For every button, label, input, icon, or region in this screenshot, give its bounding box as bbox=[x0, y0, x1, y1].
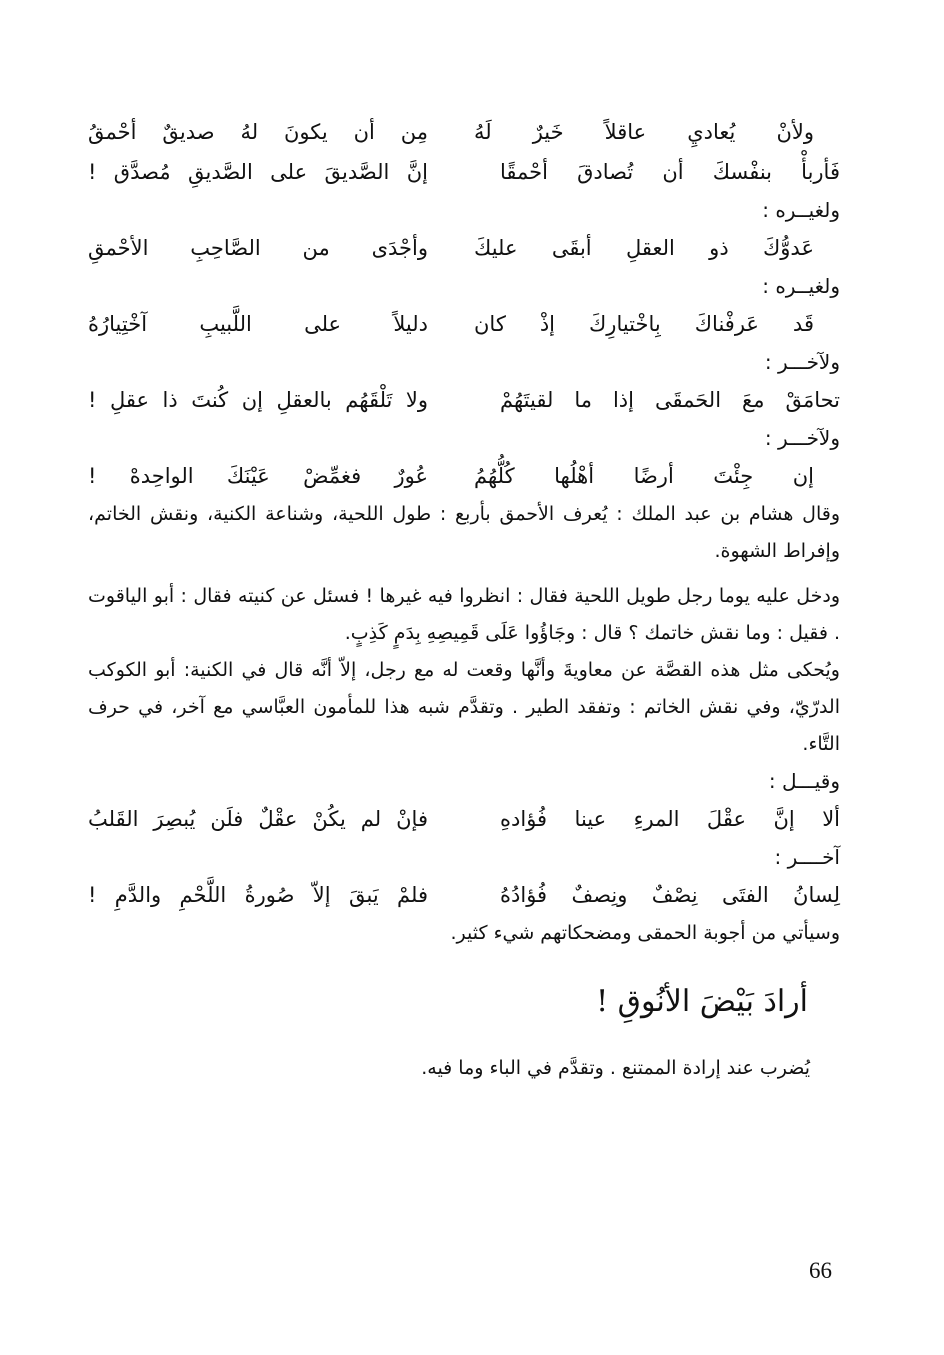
first-hemistich: ألا إنَّ عقْلَ المرءِ عينا فُؤادهِ bbox=[500, 807, 840, 831]
attribution-label: ولآخـــر : bbox=[764, 426, 840, 450]
prose-paragraph: ويُحكى مثل هذه القصَّة عن معاويةَ وأنَّها وقعت له مع رجل، إلاّ أنَّه قال في الكنية: أبو الكوكب الدرّيّ، وفي نقش الخاتم : وتفقد الطير . وتقدَّم شبه هذا للمأمون العبَّاسي مع آخر، في حرف التَّاء. bbox=[88, 659, 840, 755]
verse-line bbox=[88, 875, 840, 915]
first-hemistich: لِسانُ الفتَى نِصْفٌ ونِصفٌ فُؤادُهُ bbox=[500, 883, 840, 907]
verse-line bbox=[88, 799, 840, 839]
prose-paragraph: وقال هشام بن عبد الملك : يُعرف الأحمق بأربع : طول اللحية، وشناعة الكنية، ونقش الخاتم، وإفراط الشهوة. bbox=[88, 503, 840, 562]
second-hemistich: إنَّ الصَّديقَ على الصَّديقِ مُصدَّق ! bbox=[88, 160, 428, 184]
page-content bbox=[88, 112, 840, 1088]
attribution-label: آخــــر : bbox=[774, 845, 840, 869]
verse-line bbox=[88, 456, 840, 496]
attribution-label: وقيـــل : bbox=[768, 769, 840, 793]
first-hemistich: قَد عَرفْناكَ بِاخْتيارِكَ إذْ كان bbox=[474, 312, 814, 336]
proverb-explanation: يُضرب عند إرادة الممتنع . وتقدَّم في الباء وما فيه. bbox=[421, 1057, 810, 1079]
attribution-label: ولغيــره : bbox=[762, 274, 840, 298]
prose-paragraph: وسيأتي من أجوبة الحمقى ومضحكاتهم شيء كثير. bbox=[450, 922, 840, 944]
verse-line bbox=[88, 228, 840, 268]
first-hemistich: عَدوُّكَ ذو العقلِ أبقَى عليكَ bbox=[474, 236, 814, 260]
verse-line bbox=[88, 112, 840, 152]
verse-line bbox=[88, 152, 840, 192]
second-hemistich: فإنْ لم يكُنْ عقْلٌ فلَن يُبصِرَ القَلبُ bbox=[88, 807, 428, 831]
second-hemistich: عُورٌ فغمِّضْ عَيْنَكَ الواحِدهْ ! bbox=[88, 464, 428, 488]
attribution-label: ولغيــره : bbox=[762, 198, 840, 222]
attribution-label: ولآخـــر : bbox=[764, 350, 840, 374]
proverb-heading: أرادَ بَيْضَ الأنُوقِ ! bbox=[596, 984, 808, 1019]
second-hemistich: مِن أن يكونَ لهُ صديقٌ أحْمقُ bbox=[88, 120, 428, 144]
first-hemistich: فَأربأْ بنفْسكَ أن تُصادقَ أحْمقًا bbox=[500, 160, 840, 184]
page-number: 66 bbox=[809, 1258, 832, 1283]
prose-paragraph: ودخل عليه يوما رجل طويل اللحية فقال : انظروا فيه غيرها ! فسئل عن كنيته فقال : أبو الياقوت . فقيل : وما نقش خاتمك ؟ قال : وجَاؤُوا عَلَى قَمِيصِهِ بِدَمٍ كَذِبٍ. bbox=[88, 585, 840, 644]
first-hemistich: ولأنْ يُعاديِ عاقلاً خَيرٌ لَهُ bbox=[474, 120, 814, 144]
verse-line bbox=[88, 380, 840, 420]
second-hemistich: وأجْدَى من الصَّاحِبِ الأحْمقِ bbox=[88, 236, 428, 260]
verse-line bbox=[88, 304, 840, 344]
first-hemistich: إن جِئْتَ أرضًا أهْلُها كُلُّهُمُ bbox=[474, 464, 814, 488]
first-hemistich: تحامَقْ معَ الحَمقَى إذا ما لقيتَهُمْ bbox=[500, 388, 840, 412]
second-hemistich: ولا تَلْقَهُم بالعقلِ إن كُنتَ ذا عقلِ ! bbox=[88, 388, 428, 412]
second-hemistich: فلمْ يَبقَ إلاّ صُورةُ اللَّحْمِ والدَّمِ ! bbox=[88, 883, 428, 907]
second-hemistich: دليلاً على اللَّبيبِ آخْتِيارُهُ bbox=[88, 312, 428, 336]
